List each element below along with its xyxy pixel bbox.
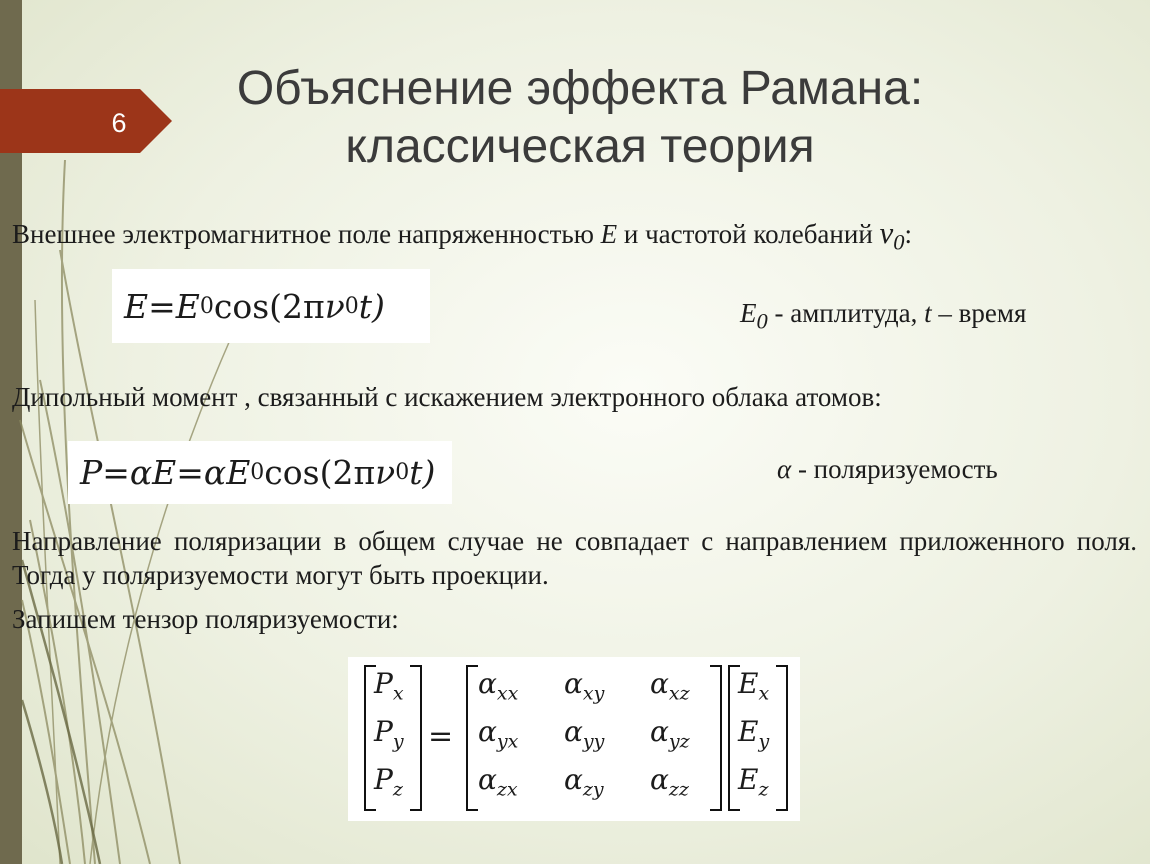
tensor-component-zx: $\alpha_{zx}$	[478, 763, 518, 801]
slide-number: 6	[111, 108, 127, 138]
polarizability-matrix	[478, 667, 718, 813]
title-line-2: классическая теория	[345, 120, 815, 173]
formula-dipole-equation: P = αE = α E 0 cos (2π ν 0 t)	[68, 441, 452, 504]
tensor-component-zy: $\alpha_{zy}$	[564, 763, 604, 801]
vector-component-ez: $E_z$	[738, 763, 769, 801]
bracket-right	[410, 665, 422, 811]
tensor-intro: Запишем тензор поляризуемости:	[12, 604, 399, 634]
formula-field-equation: E = E 0 cos (2π ν 0 t)	[112, 269, 430, 343]
tensor-component-yx: $\alpha_{yx}$	[478, 715, 519, 753]
dipole-text: Дипольный момент , связанный с искажением электронного облака атомов:	[12, 382, 882, 412]
tensor-component-zz: $\alpha_{zz}$	[650, 763, 689, 801]
vector-component-ex: $E_x$	[738, 667, 770, 705]
amplitude-note: $E_0$ - амплитуда, t – время	[740, 298, 1027, 334]
bracket-right	[776, 665, 788, 811]
title-line-1: Объяснение эффекта Рамана:	[236, 62, 924, 115]
polarizability-note: α - поляризуемость	[777, 454, 998, 484]
tensor-component-xx: $\alpha_{xx}$	[478, 667, 519, 705]
equals-sign: =	[428, 719, 454, 754]
polarizability-tensor-equation	[348, 657, 800, 821]
vector-component-pz: $P_z$	[374, 763, 403, 801]
vector-component-px: $P_x$	[374, 667, 404, 705]
tensor-component-xz: $\alpha_{xz}$	[650, 667, 690, 705]
vector-component-ey: $E_y$	[738, 715, 770, 753]
tensor-component-yy: $\alpha_{yy}$	[564, 715, 605, 753]
vector-component-py: $P_y$	[374, 715, 404, 753]
tensor-component-yz: $\alpha_{yz}$	[650, 715, 690, 753]
tensor-component-xy: $\alpha_{xy}$	[564, 667, 605, 705]
bracket-right	[710, 665, 722, 811]
polarization-paragraph: Направление поляризации в общем случае не совпадает с направлением приложенного поля. Тогда у поляризуемости могут быть проекции.	[12, 526, 1137, 590]
intro-text: Внешнее электромагнитное поле напряженностью E и частотой колебаний $\nu_0$:	[12, 215, 913, 255]
bracket-left	[466, 665, 478, 811]
slide-title	[130, 60, 1030, 176]
